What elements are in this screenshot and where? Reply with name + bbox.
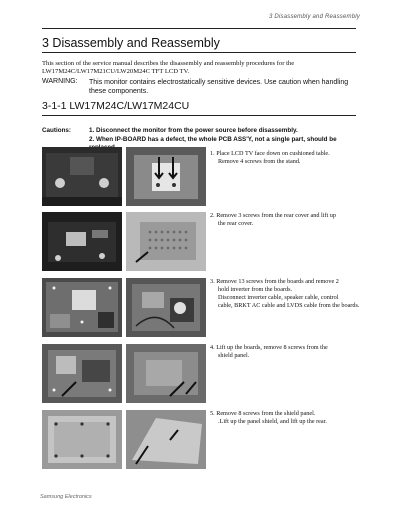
photo-shield-panel (126, 344, 206, 403)
photo-stand-front (42, 147, 122, 206)
running-header: 3 Disassembly and Reassembly (269, 14, 360, 20)
photo-rear-cover-lift (126, 212, 206, 271)
photo-stand-screws (126, 147, 206, 206)
step-4-text: 4. Lift up the boards, remove 8 screws from the shield panel. (210, 344, 328, 359)
caution-item-1: 1. Disconnect the monitor from the power source before disassembly. (89, 127, 298, 134)
photo-boards (42, 278, 122, 337)
cautions-label: Cautions: (42, 127, 72, 134)
step-5-text: 5. Remove 8 screws from the shield panel. .Lift up the panel shield, and lift up the rear. (210, 410, 327, 425)
subsection-title: 3-1-1 LW17M24C/LW17M24CU (42, 100, 190, 112)
step-2-text: 2. Remove 3 screws from the rear cover and lift up the rear cover. (210, 212, 336, 227)
warning-text: This monitor contains electrostatically sensitive devices. Use caution when handling these components. (89, 79, 349, 95)
photo-rear-cover (42, 212, 122, 271)
caution-item-2: 2. When IP-BOARD has a defect, the whole PCB ASS'Y, not a single part, should be (89, 136, 337, 143)
step-1-text: 1. Place LCD TV face down on cushioned table. Remove 4 screws from the stand. (210, 150, 330, 165)
intro-paragraph: This section of the service manual describes the disassembly and reassembly procedures for the LW17M24C/LW17M21CU/LW20M24C TFT LCD TV. (42, 60, 295, 76)
step-3-text: 3. Remove 13 screws from the boards and remove 2 hold inverter from the boards. Disconnect inverter cable, speaker cable, control cable, BRKT AC cable and LVDS cable from the boards. (210, 278, 360, 309)
title-rule (42, 52, 356, 53)
photo-boards-cables (126, 278, 206, 337)
page-footer: Samsung Electronics (40, 494, 92, 500)
photo-lift-boards (42, 344, 122, 403)
photo-shield-screws (42, 410, 122, 469)
warning-label: WARNING: (42, 78, 78, 85)
photo-shield-lift (126, 410, 206, 469)
subsection-rule (42, 115, 356, 116)
section-title: 3 Disassembly and Reassembly (42, 36, 220, 50)
header-rule (42, 28, 356, 29)
